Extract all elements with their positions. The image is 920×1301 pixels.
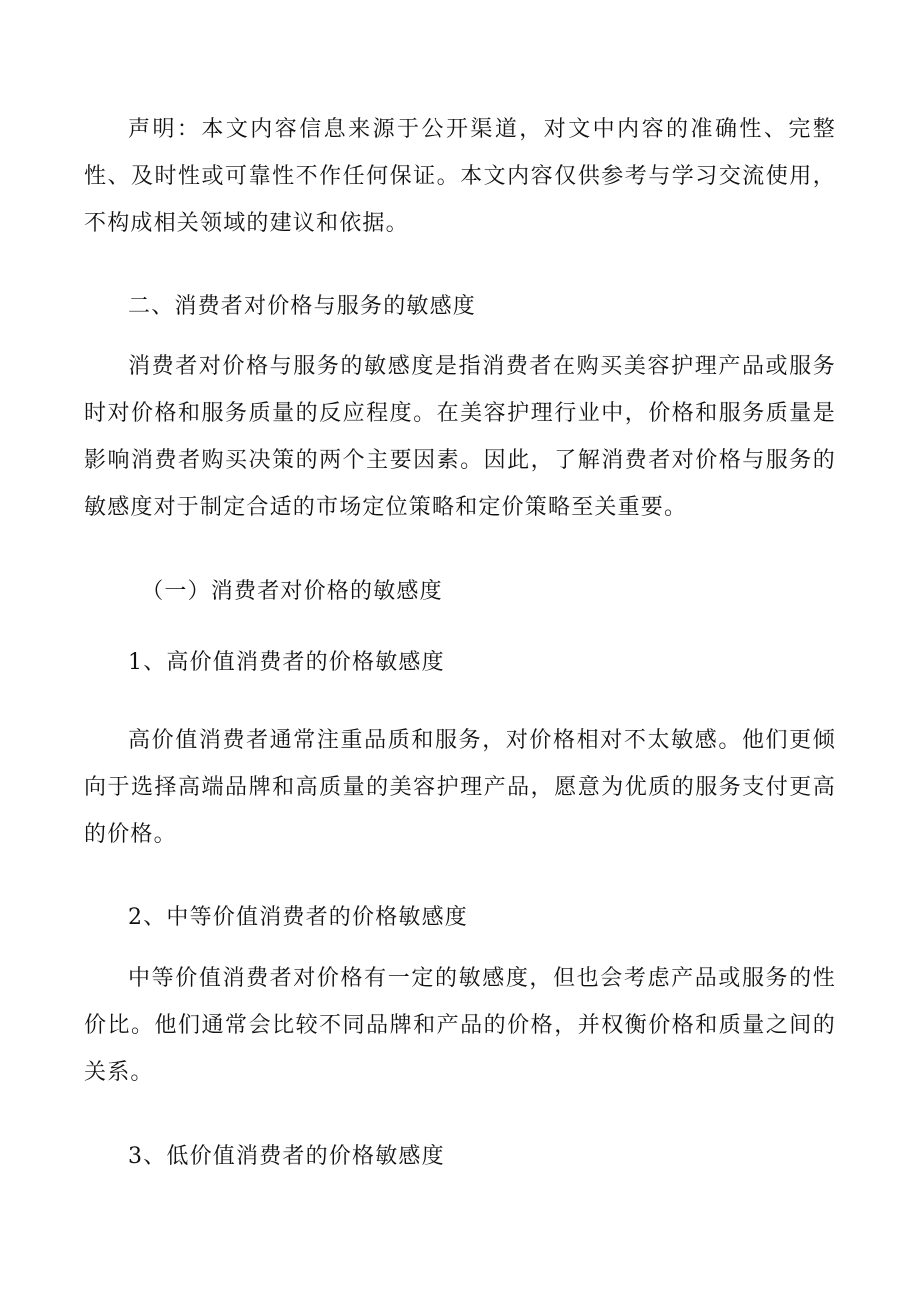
- subsection-title: （一）消费者对价格的敏感度: [141, 579, 443, 604]
- item-1-body: 高价值消费者通常注重品质和服务，对价格相对不太敏感。他们更倾向于选择高端品牌和高质量的美容护理产品，愿意为优质的服务支付更高的价格。: [84, 728, 836, 847]
- item-1-title: 1、高价值消费者的价格敏感度: [128, 650, 445, 675]
- item-2-body: 中等价值消费者对价格有一定的敏感度，但也会考虑产品或服务的性价比。他们通常会比较不同品牌和产品的价格，并权衡价格和质量之间的关系。: [84, 966, 836, 1085]
- disclaimer-paragraph: 声明：本文内容信息来源于公开渠道，对文中内容的准确性、完整性、及时性或可靠性不作任何保证。本文内容仅供参考与学习交流使用，不构成相关领域的建议和依据。: [84, 117, 836, 236]
- section-title: 二、消费者对价格与服务的敏感度: [128, 294, 477, 319]
- item-3-title: 3、低价值消费者的价格敏感度: [128, 1144, 445, 1169]
- section-intro-paragraph: 消费者对价格与服务的敏感度是指消费者在购买美容护理产品或服务时对价格和服务质量的反应程度。在美容护理行业中，价格和服务质量是影响消费者购买决策的两个主要因素。因此，了解消费者对价格与服务的敏感度对于制定合适的市场定位策略和定价策略至关重要。: [84, 354, 836, 520]
- item-2-title: 2、中等价值消费者的价格敏感度: [128, 905, 468, 930]
